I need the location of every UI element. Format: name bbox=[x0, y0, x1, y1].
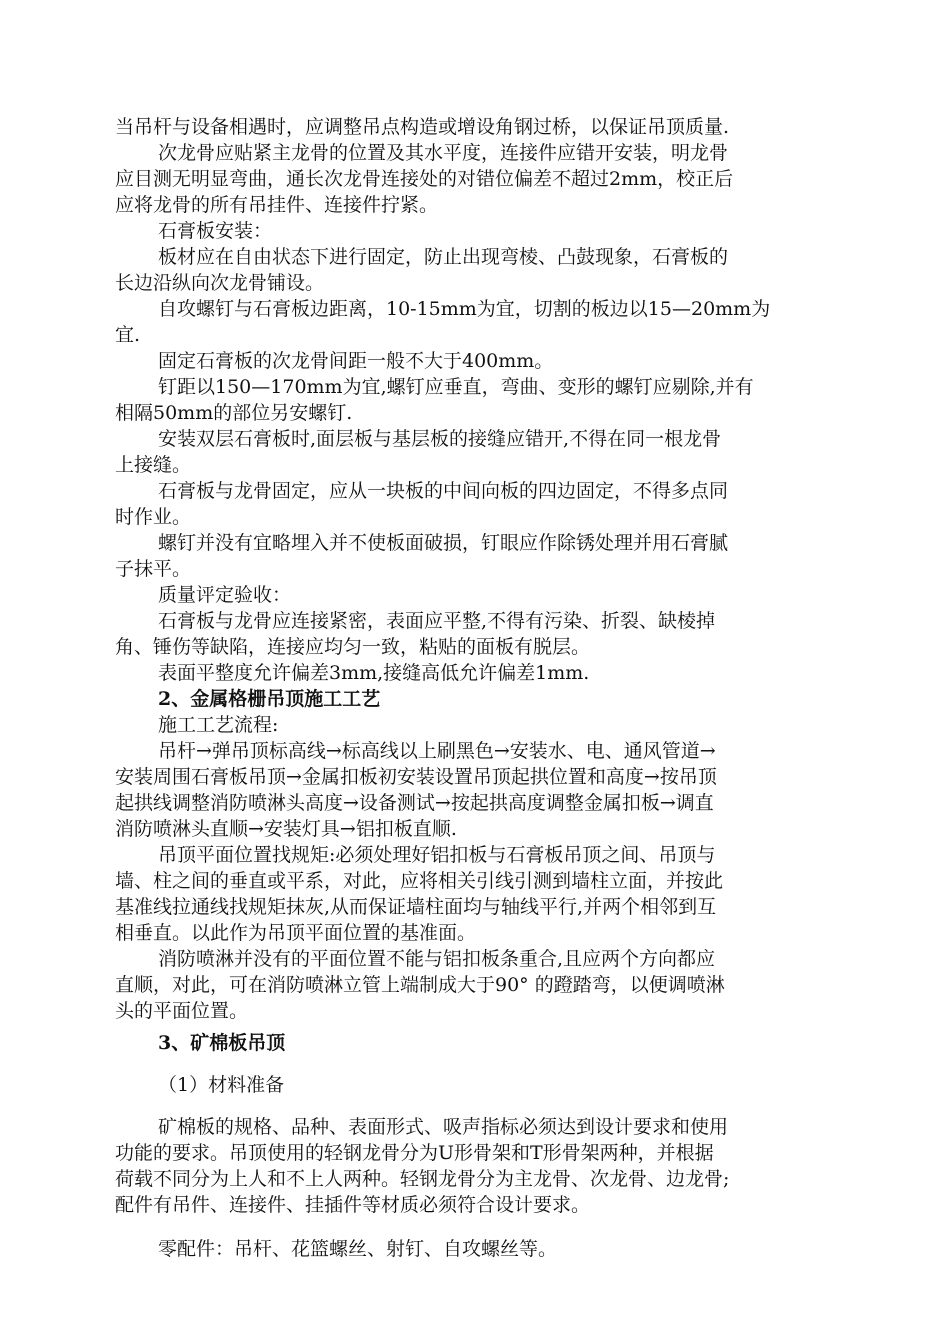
text-line: 钉距以150—170mm为宜,螺钉应垂直，弯曲、变形的螺钉应剔除,并有 bbox=[158, 376, 754, 398]
text-line: 基准线拉通线找规矩抹灰,从而保证墙柱面均与轴线平行,并两个相邻到互 bbox=[115, 896, 717, 918]
text-line: 消防喷淋头直顺→安装灯具→铝扣板直顺. bbox=[115, 818, 457, 840]
text-line: 角、锤伤等缺陷，连接应均匀一致，粘贴的面板有脱层。 bbox=[115, 636, 591, 658]
text-line: 螺钉并没有宜略埋入并不使板面破损，钉眼应作除锈处理并用石膏腻 bbox=[158, 532, 729, 554]
text-line: 应目测无明显弯曲，通长次龙骨连接处的对错位偏差不超过2mm，校正后 bbox=[115, 168, 734, 190]
text-line: 施工工艺流程: bbox=[158, 714, 279, 736]
text-line: 功能的要求。吊顶使用的轻钢龙骨分为U形骨架和T形骨架两种，并根据 bbox=[115, 1142, 714, 1164]
section-heading: 3、矿棉板吊顶 bbox=[158, 1032, 286, 1054]
text-line: 吊顶平面位置找规矩:必须处理好铝扣板与石膏板吊顶之间、吊顶与 bbox=[158, 844, 716, 866]
text-line: 石膏板与龙骨应连接紧密，表面应平整,不得有污染、折裂、缺棱掉 bbox=[158, 610, 716, 632]
text-line: 应将龙骨的所有吊挂件、连接件拧紧。 bbox=[115, 194, 439, 216]
text-line: 上接缝。 bbox=[115, 454, 192, 476]
text-line: 次龙骨应贴紧主龙骨的位置及其水平度，连接件应错开安装，明龙骨 bbox=[158, 142, 729, 164]
text-line: 长边沿纵向次龙骨铺设。 bbox=[115, 272, 325, 294]
text-line: 消防喷淋并没有的平面位置不能与铝扣板条重合,且应两个方向都应 bbox=[158, 948, 716, 970]
text-line: 相隔50mm的部位另安螺钉. bbox=[115, 402, 353, 424]
text-line: 矿棉板的规格、品种、表面形式、吸声指标必须达到设计要求和使用 bbox=[158, 1116, 729, 1138]
text-line: 吊杆→弹吊顶标高线→标高线以上刷黑色→安装水、电、通风管道→ bbox=[158, 740, 716, 762]
text-line: 直顺，对此，可在消防喷淋立管上端制成大于90° 的蹬踏弯，以便调喷淋 bbox=[115, 974, 725, 996]
text-line: 板材应在自由状态下进行固定，防止出现弯棱、凸鼓现象，石膏板的 bbox=[158, 246, 729, 268]
text-line: 头的平面位置。 bbox=[115, 1000, 249, 1022]
text-line: 固定石膏板的次龙骨间距一般不大于400mm。 bbox=[158, 350, 554, 372]
text-line: 石膏板安装： bbox=[158, 220, 273, 242]
section-heading: 2、金属格栅吊顶施工工艺 bbox=[158, 688, 381, 710]
text-line: 荷载不同分为上人和不上人两种。轻钢龙骨分为主龙骨、次龙骨、边龙骨; bbox=[115, 1168, 730, 1190]
text-line: 起拱线调整消防喷淋头高度→设备测试→按起拱高度调整金属扣板→调直 bbox=[115, 792, 714, 814]
text-line: 配件有吊件、连接件、挂插件等材质必须符合设计要求。 bbox=[115, 1194, 591, 1216]
text-line: 零配件：吊杆、花篮螺丝、射钉、自攻螺丝等。 bbox=[158, 1238, 558, 1260]
text-line: 当吊杆与设备相遇时，应调整吊点构造或增设角钢过桥，以保证吊顶质量. bbox=[115, 116, 730, 138]
text-line: 时作业。 bbox=[115, 506, 192, 528]
text-line: 安装双层石膏板时,面层板与基层板的接缝应错开,不得在同一根龙骨 bbox=[158, 428, 722, 450]
text-line: 宜. bbox=[115, 324, 141, 346]
subsection-heading: （1）材料准备 bbox=[158, 1074, 285, 1096]
text-line: 子抹平。 bbox=[115, 558, 192, 580]
text-line: 墙、柱之间的垂直或平系，对此，应将相关引线引测到墙柱立面，并按此 bbox=[115, 870, 724, 892]
text-line: 相垂直。以此作为吊顶平面位置的基准面。 bbox=[115, 922, 477, 944]
text-line: 安装周围石膏板吊顶→金属扣板初安装设置吊顶起拱位置和高度→按吊顶 bbox=[115, 766, 717, 788]
text-line: 石膏板与龙骨固定，应从一块板的中间向板的四边固定，不得多点同 bbox=[158, 480, 729, 502]
text-line: 质量评定验收： bbox=[158, 584, 292, 606]
text-line: 自攻螺钉与石膏板边距离，10-15mm为宜，切割的板边以15—20mm为 bbox=[158, 298, 771, 320]
text-line: 表面平整度允许偏差3mm,接缝高低允许偏差1mm. bbox=[158, 662, 590, 684]
